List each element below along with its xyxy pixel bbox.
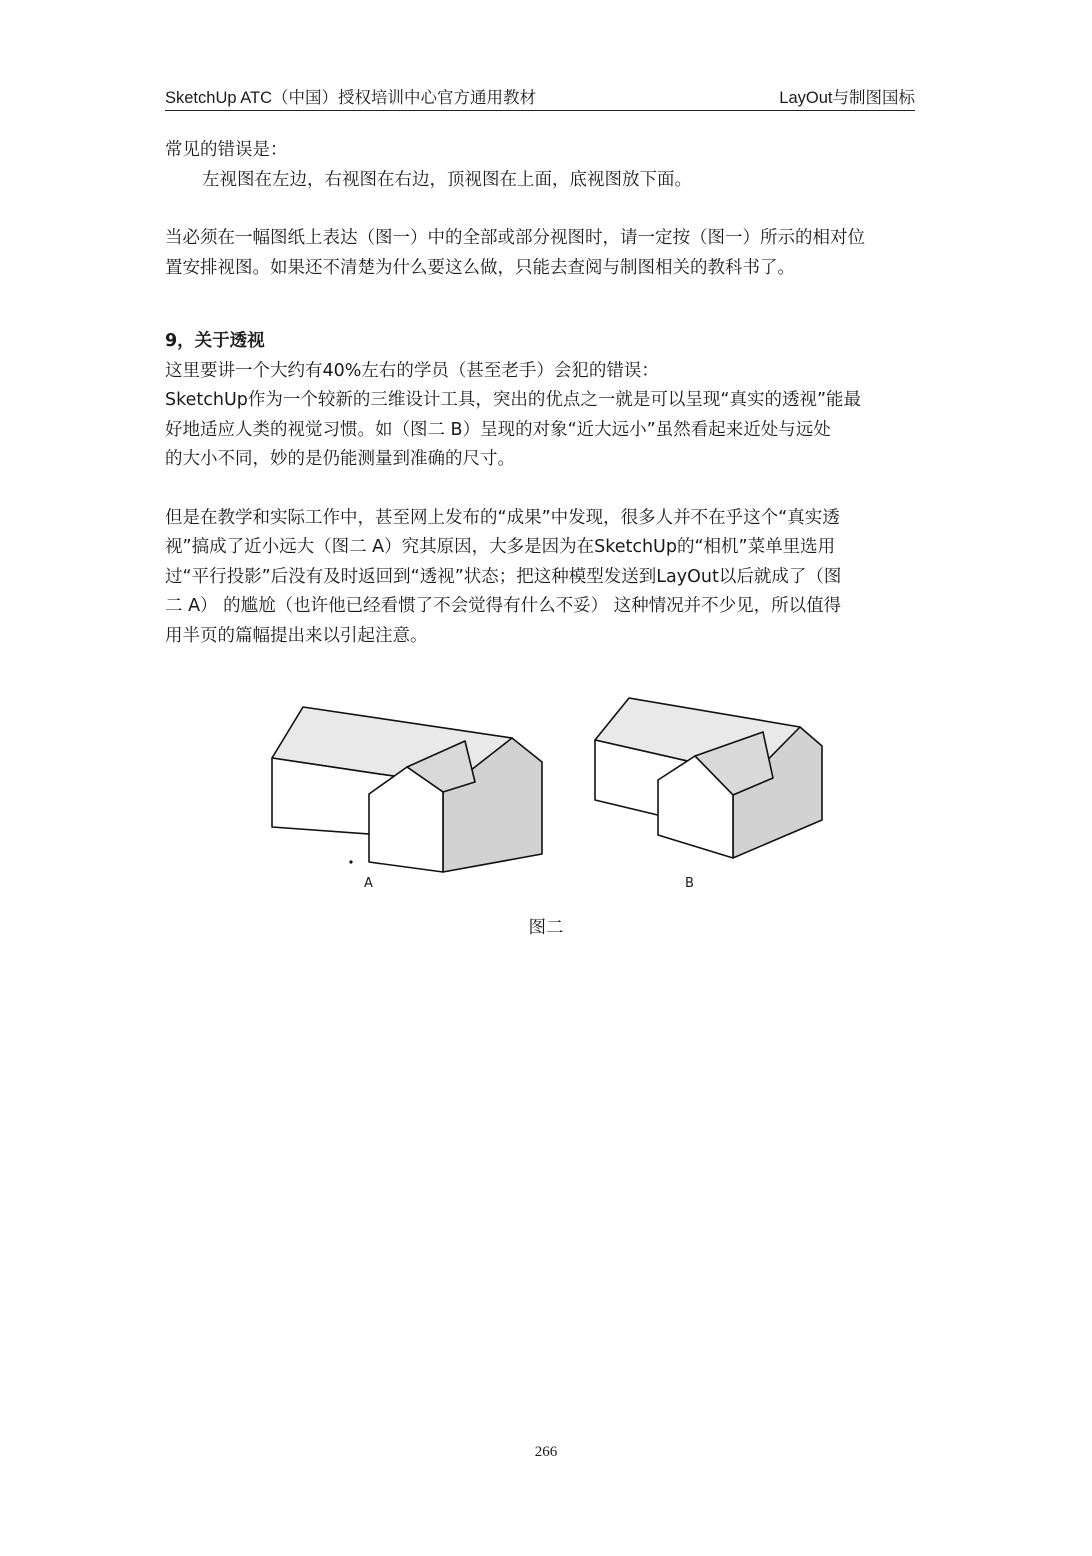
- header-book-title: SketchUp ATC（中国）授权培训中心官方通用教材: [165, 89, 536, 107]
- paragraph-line: 视”搞成了近小远大（图二 A）究其原因，大多是因为在SketchUp的“相机”菜单里选用: [165, 537, 836, 557]
- paragraph-line: 过“平行投影”后没有及时返回到“透视”状态；把这种模型发送到LayOut以后就成了（图: [165, 566, 842, 587]
- paragraph-line: 常见的错误是：: [165, 140, 288, 160]
- paragraph-line: 好地适应人类的视觉习惯。如（图二 B）呈现的对象“近大远小”虽然看起来近处与远处: [165, 419, 831, 440]
- page-header: [165, 84, 915, 111]
- main-content: [165, 136, 930, 651]
- header-chapter-title: LayOut与制图国标: [779, 89, 915, 107]
- house-illustrations: [255, 690, 835, 900]
- house-a-parallel-projection: [272, 707, 542, 872]
- paragraph-line: 置安排视图。如果还不清楚为什么要这么做，只能去查阅与制图相关的教科书了。: [165, 257, 795, 278]
- house-a-dot: [349, 860, 352, 863]
- house-b-perspective: [595, 698, 822, 858]
- paragraph-line: SketchUp作为一个较新的三维设计工具，突出的优点之一就是可以呈现“真实的透视”能最: [165, 390, 862, 410]
- paragraph-line: 左视图在左边，右视图在右边，顶视图在上面，底视图放下面。: [202, 169, 692, 190]
- paragraph-line: 二 A） 的尴尬（也许他已经看惯了不会觉得有什么不妥） 这种情况并不少见，所以值得: [165, 596, 842, 616]
- spacer: [165, 283, 930, 327]
- spacer: [165, 195, 930, 224]
- paragraph-line: 用半页的篇幅提出来以引起注意。: [165, 625, 428, 646]
- page-number: 266: [534, 1444, 558, 1460]
- spacer: [165, 475, 930, 504]
- figure-label-b: B: [685, 876, 694, 891]
- paragraph-line: 这里要讲一个大约有40%左右的学员（甚至老手）会犯的错误：: [165, 360, 659, 381]
- paragraph-line: 的大小不同，妙的是仍能测量到准确的尺寸。: [165, 449, 515, 469]
- figure-label-a: A: [364, 876, 373, 891]
- figure-two: [255, 690, 835, 900]
- paragraph-line: 但是在教学和实际工作中，甚至网上发布的“成果”中发现，很多人并不在乎这个“真实透: [165, 507, 840, 528]
- section-heading: 9，关于透视: [165, 331, 265, 351]
- paragraph-line: 当必须在一幅图纸上表达（图一）中的全部或部分视图时，请一定按（图一）所示的相对位: [165, 228, 865, 248]
- figure-caption: 图二: [528, 918, 564, 938]
